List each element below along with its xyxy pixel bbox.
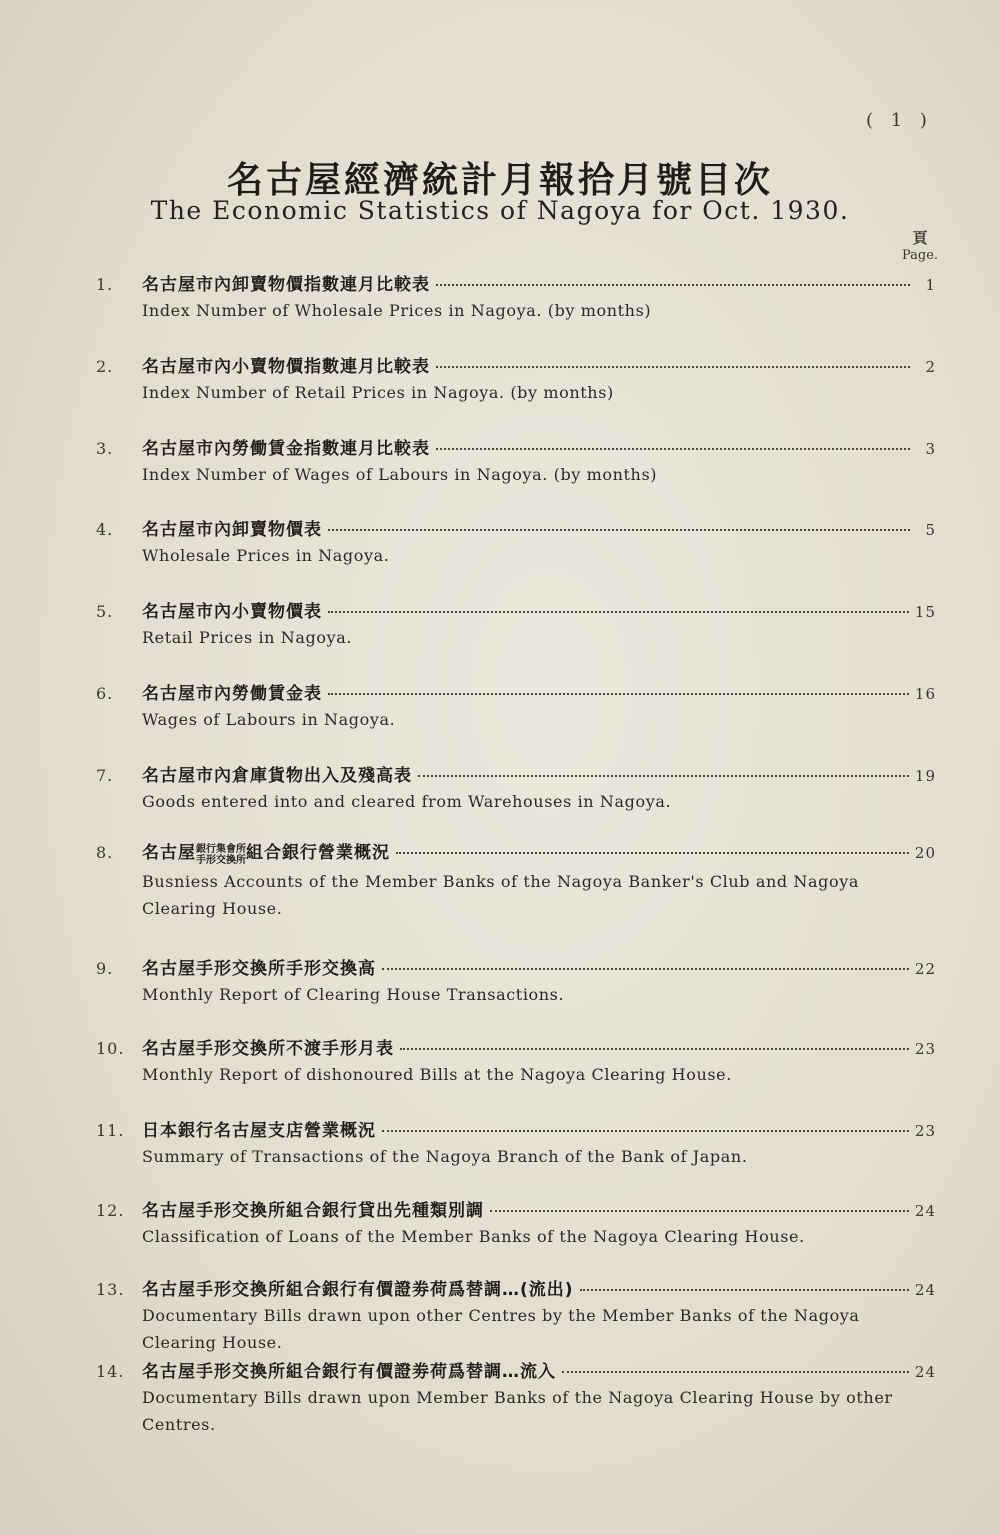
dot-leader: [436, 366, 910, 368]
entry-title-en: Documentary Bills drawn upon other Centres by the Member Banks of the Nagoya Clearing House.: [142, 1306, 860, 1352]
page-column-kanji: 頁: [912, 229, 928, 247]
entry-title-en: Summary of Transactions of the Nagoya Branch of the Bank of Japan.: [142, 1147, 748, 1166]
entry-number: 9.: [96, 959, 114, 978]
toc-entry-7: [96, 761, 936, 815]
dot-leader: [396, 852, 909, 854]
toc-entry-8: [96, 838, 936, 922]
entry-title-jp: 名古屋手形交換所組合銀行有價證劵荷爲替調…流入: [142, 1362, 556, 1382]
entry-number: 6.: [96, 684, 114, 703]
entry-page: 22: [914, 960, 936, 978]
entry-title-jp: 名古屋市內倉庫貨物出入及殘高表: [142, 766, 412, 786]
entry-title-jp: 名古屋手形交換所組合銀行有價證劵荷爲替調…(流出): [142, 1280, 574, 1300]
entry-title-en: Busniess Accounts of the Member Banks of the Nagoya Banker's Club and Nagoya Clearing House.: [142, 872, 859, 918]
entry-title-jp-suffix: 組合銀行營業概況: [246, 843, 390, 863]
entry-title-jp: 名古屋市內小賣物價指數連月比較表: [142, 357, 430, 377]
entry-number: 14.: [96, 1362, 125, 1381]
toc-entry-2: [96, 352, 936, 406]
entry-number: 8.: [96, 843, 114, 862]
toc-entry-13: [96, 1275, 936, 1356]
entry-title-en: Monthly Report of dishonoured Bills at the Nagoya Clearing House.: [142, 1065, 732, 1084]
entry-number: 13.: [96, 1280, 125, 1299]
entry-number: 3.: [96, 439, 114, 458]
entry-title-jp: 日本銀行名古屋支店營業概況: [142, 1121, 376, 1141]
entry-page: 5: [925, 521, 936, 539]
entry-title-jp: 名古屋手形交換所手形交換高: [142, 959, 376, 979]
entry-number: 11.: [96, 1121, 125, 1140]
dot-leader: [562, 1371, 909, 1373]
entry-number: 1.: [96, 275, 114, 294]
entry-page: 24: [914, 1202, 936, 1220]
stacked-subtitle-bottom: 手形交換所: [196, 855, 246, 866]
entry-title-jp: 名古屋市內勞働賃金指數連月比較表: [142, 439, 430, 459]
toc-entry-5: [96, 597, 936, 651]
entry-title-jp: 名古屋市內卸賣物價指數連月比較表: [142, 275, 430, 295]
stacked-subtitle-top: 銀行集會所: [196, 844, 246, 855]
entry-title-jp-prefix: 名古屋: [142, 843, 196, 863]
entry-title-en: Index Number of Wholesale Prices in Nagoya. (by months): [142, 301, 652, 320]
entry-title-en: Wholesale Prices in Nagoya.: [142, 546, 390, 565]
toc-entry-3: [96, 434, 936, 488]
entry-number: 5.: [96, 602, 114, 621]
stacked-subtitle: [196, 844, 246, 866]
dot-leader: [400, 1048, 909, 1050]
entry-number: 7.: [96, 766, 114, 785]
entry-page: 23: [914, 1040, 936, 1058]
dot-leader: [328, 693, 909, 695]
entry-page: 23: [914, 1122, 936, 1140]
toc-entry-12: [96, 1196, 936, 1250]
entry-title-en: Goods entered into and cleared from Warehouses in Nagoya.: [142, 792, 672, 811]
dot-leader: [580, 1289, 909, 1291]
entry-number: 4.: [96, 520, 114, 539]
entry-title-jp: 名古屋市內卸賣物價表: [142, 520, 322, 540]
entry-title-jp: [142, 838, 390, 866]
title-japanese: 名古屋經濟統計月報拾月號目次: [226, 160, 773, 201]
dot-leader: [436, 284, 910, 286]
entry-page: 24: [914, 1363, 936, 1381]
page-column-header: [890, 230, 950, 264]
toc-entry-11: [96, 1116, 936, 1170]
dot-leader: [436, 448, 910, 450]
dot-leader: [328, 611, 909, 613]
toc-entry-10: [96, 1034, 936, 1088]
entry-title-jp: 名古屋手形交換所不渡手形月表: [142, 1039, 394, 1059]
entry-title-en: Documentary Bills drawn upon Member Banks of the Nagoya Clearing House by other Centres.: [142, 1388, 893, 1434]
entry-title-jp: 名古屋市內小賣物價表: [142, 602, 322, 622]
entry-page: 15: [914, 603, 936, 621]
entry-title-en: Classification of Loans of the Member Banks of the Nagoya Clearing House.: [142, 1227, 805, 1246]
page-column-english: Page.: [901, 248, 939, 263]
entry-number: 10.: [96, 1039, 125, 1058]
dot-leader: [382, 1130, 909, 1132]
entry-title-jp: 名古屋市內勞働賃金表: [142, 684, 322, 704]
entry-number: 12.: [96, 1201, 125, 1220]
entry-page: 24: [914, 1281, 936, 1299]
toc-entry-1: [96, 270, 936, 324]
entry-page: 19: [914, 767, 936, 785]
entry-title-jp: 名古屋手形交換所組合銀行貸出先種類別調: [142, 1201, 484, 1221]
entry-title-en: Index Number of Wages of Labours in Nagoya. (by months): [142, 465, 658, 484]
entry-title-en: Wages of Labours in Nagoya.: [142, 710, 396, 729]
toc-entry-4: [96, 515, 936, 569]
page-folio: ( 1 ): [866, 110, 933, 131]
title-english: The Economic Statistics of Nagoya for Oct. 1930.: [150, 196, 850, 225]
toc-entry-9: [96, 954, 936, 1008]
entry-page: 1: [925, 276, 936, 294]
entry-title-en: Index Number of Retail Prices in Nagoya. (by months): [142, 383, 614, 402]
toc-entry-6: [96, 679, 936, 733]
entry-page: 2: [925, 358, 936, 376]
dot-leader: [328, 529, 910, 531]
entry-page: 3: [925, 440, 936, 458]
dot-leader: [382, 968, 909, 970]
toc-entry-14: [96, 1357, 936, 1438]
dot-leader: [490, 1210, 909, 1212]
entry-number: 2.: [96, 357, 114, 376]
entry-title-en: Monthly Report of Clearing House Transactions.: [142, 985, 565, 1004]
entry-page: 20: [914, 844, 936, 862]
entry-title-en: Retail Prices in Nagoya.: [142, 628, 353, 647]
dot-leader: [418, 775, 909, 777]
entry-page: 16: [914, 685, 936, 703]
